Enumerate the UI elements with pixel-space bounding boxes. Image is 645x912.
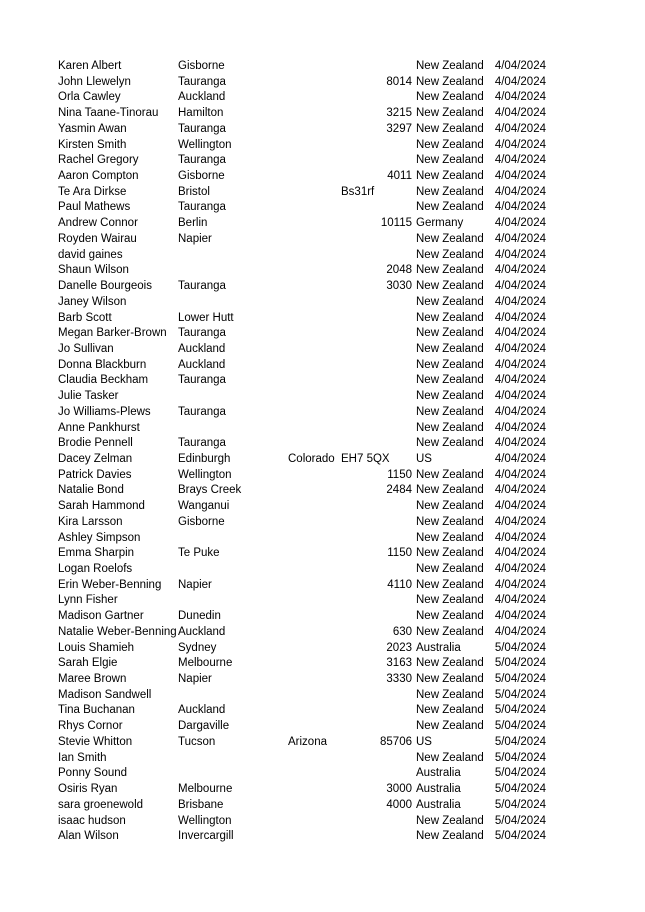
date-cell: 5/04/2024 [494,783,546,796]
date-cell: 4/04/2024 [494,468,546,481]
date-cell: 4/04/2024 [494,60,546,72]
date-cell: 4/04/2024 [494,452,546,465]
date-cell: 5/04/2024 [494,767,546,780]
postcode-cell: 2484 [386,484,412,497]
postcode-cell: 3000 [386,783,412,796]
name-cell: Paul Mathews [58,201,131,214]
name-cell: Alan Wilson [58,830,119,843]
state-cell: Arizona [288,735,327,748]
postcode-cell: 2048 [386,264,412,277]
date-cell: 5/04/2024 [494,720,546,733]
table-row [0,421,645,437]
country-cell: New Zealand [416,75,484,88]
country-cell: New Zealand [416,280,484,293]
name-cell: Aaron Compton [58,170,139,183]
city-cell: Tucson [178,735,216,748]
table-row [0,263,645,279]
city-cell: Tauranga [178,280,226,293]
city-cell: Napier [178,232,212,245]
table-row [0,405,645,421]
country-cell: New Zealand [416,531,484,544]
date-cell: 4/04/2024 [494,154,546,167]
date-cell: 5/04/2024 [494,657,546,670]
date-cell: 4/04/2024 [494,107,546,120]
date-cell: 4/04/2024 [494,547,546,560]
city-cell: Wanganui [178,500,230,513]
name-cell: Nina Taane-Tinorau [58,107,159,120]
name-cell: Ian Smith [58,751,107,764]
table-row [0,232,645,248]
city-cell: Tauranga [178,201,226,214]
table-row [0,656,645,672]
name-cell: Barb Scott [58,311,112,324]
city-cell: Dunedin [178,610,221,623]
date-cell: 4/04/2024 [494,484,546,497]
table-row [0,122,645,138]
country-cell: New Zealand [416,327,484,340]
country-cell: US [416,735,432,748]
country-cell: Australia [416,798,461,811]
country-cell: New Zealand [416,421,484,434]
country-cell: New Zealand [416,830,484,843]
date-cell: 4/04/2024 [494,311,546,324]
postcode-cell: 3030 [386,280,412,293]
city-cell: Wellington [178,138,232,151]
table-row [0,672,645,688]
postcode-cell: 630 [392,625,412,638]
date-cell: 4/04/2024 [494,248,546,261]
country-cell: New Zealand [416,610,484,623]
table-row [0,468,645,484]
name-cell: Julie Tasker [58,390,119,403]
table-row [0,531,645,547]
city-cell: Napier [178,578,212,591]
table-row [0,641,645,657]
table-row [0,248,645,264]
table-row [0,782,645,798]
city-cell: Tauranga [178,154,226,167]
name-cell: Sarah Elgie [58,657,118,670]
table-row [0,169,645,185]
date-cell: 4/04/2024 [494,185,546,198]
date-cell: 5/04/2024 [494,830,546,843]
postcode-cell: 4000 [386,798,412,811]
table-row [0,483,645,499]
country-cell: New Zealand [416,814,484,827]
date-cell: 4/04/2024 [494,295,546,308]
city-cell: Auckland [178,704,226,717]
date-cell: 4/04/2024 [494,264,546,277]
country-cell: New Zealand [416,358,484,371]
table-row [0,436,645,452]
country-cell: New Zealand [416,405,484,418]
table-row [0,138,645,154]
city-cell: Gisborne [178,60,225,72]
name-cell: Jo Williams-Plews [58,405,151,418]
postcode-cell: 3163 [386,657,412,670]
date-cell: 5/04/2024 [494,641,546,654]
city-cell: Tauranga [178,405,226,418]
country-cell: New Zealand [416,688,484,701]
country-cell: New Zealand [416,720,484,733]
country-cell: New Zealand [416,107,484,120]
country-cell: New Zealand [416,185,484,198]
date-cell: 4/04/2024 [494,578,546,591]
table-row [0,751,645,767]
country-cell: New Zealand [416,578,484,591]
city-cell: Brisbane [178,798,224,811]
state-cell: Colorado [288,452,335,465]
postcode-cell: Bs31rf [341,185,375,198]
table-row [0,75,645,91]
date-cell: 4/04/2024 [494,563,546,575]
date-cell: 4/04/2024 [494,232,546,245]
city-cell: Dargaville [178,720,230,733]
date-cell: 4/04/2024 [494,358,546,371]
country-cell: New Zealand [416,264,484,277]
name-cell: Janey Wilson [58,295,127,308]
country-cell: New Zealand [416,295,484,308]
table-row [0,216,645,232]
name-cell: Jo Sullivan [58,342,114,355]
date-cell: 4/04/2024 [494,138,546,151]
table-row [0,185,645,201]
postcode-cell: 3215 [386,107,412,120]
name-cell: Orla Cawley [58,91,121,104]
city-cell: Bristol [178,185,210,198]
city-cell: Tauranga [178,327,226,340]
date-cell: 4/04/2024 [494,531,546,544]
name-cell: Te Ara Dirkse [58,185,127,198]
country-cell: New Zealand [416,154,484,167]
name-cell: Claudia Beckham [58,374,149,387]
name-cell: sara groenewold [58,798,144,811]
postcode-cell: 2023 [386,641,412,654]
date-cell: 4/04/2024 [494,405,546,418]
country-cell: New Zealand [416,342,484,355]
postcode-cell: 4011 [387,170,412,183]
postcode-cell: 10115 [380,217,412,230]
date-cell: 4/04/2024 [494,280,546,293]
city-cell: Invercargill [178,830,234,843]
name-cell: Madison Sandwell [58,688,152,701]
name-cell: Kirsten Smith [58,138,127,151]
postcode-cell: EH7 5QX [341,452,390,465]
table-row [0,625,645,641]
country-cell: New Zealand [416,374,484,387]
name-cell: Patrick Davies [58,468,132,481]
table-row [0,814,645,830]
date-cell: 5/04/2024 [494,814,546,827]
city-cell: Auckland [178,342,226,355]
table-row [0,279,645,295]
postcode-cell: 3297 [386,122,412,135]
table-row [0,295,645,311]
table-row [0,373,645,389]
date-cell: 5/04/2024 [494,673,546,686]
date-cell: 4/04/2024 [494,91,546,104]
name-cell: Ponny Sound [58,767,128,780]
name-cell: Louis Shamieh [58,641,135,654]
name-cell: Maree Brown [58,673,127,686]
name-cell: Royden Wairau [58,232,137,245]
country-cell: New Zealand [416,311,484,324]
name-cell: Brodie Pennell [58,437,133,450]
city-cell: Brays Creek [178,484,242,497]
date-cell: 4/04/2024 [494,75,546,88]
country-cell: US [416,452,432,465]
table-row [0,719,645,735]
country-cell: New Zealand [416,515,484,528]
table-row [0,562,645,578]
date-cell: 4/04/2024 [494,500,546,513]
table-row [0,688,645,704]
name-cell: Shaun Wilson [58,264,129,277]
postcode-cell: 1150 [387,547,412,560]
country-cell: New Zealand [416,138,484,151]
country-cell: New Zealand [416,390,484,403]
name-cell: isaac hudson [58,814,126,827]
country-cell: New Zealand [416,625,484,638]
date-cell: 4/04/2024 [494,625,546,638]
table-row [0,499,645,515]
name-cell: Rhys Cornor [58,720,123,733]
city-cell: Auckland [178,358,226,371]
city-cell: Berlin [178,217,208,230]
date-cell: 5/04/2024 [494,751,546,764]
date-cell: 4/04/2024 [494,342,546,355]
country-cell: New Zealand [416,547,484,560]
city-cell: Edinburgh [178,452,231,465]
country-cell: New Zealand [416,500,484,513]
table-row [0,798,645,814]
city-cell: Melbourne [178,783,233,796]
name-cell: Natalie Bond [58,484,124,497]
country-cell: New Zealand [416,437,484,450]
table-row [0,578,645,594]
date-cell: 5/04/2024 [494,735,546,748]
name-cell: Kira Larsson [58,515,123,528]
country-cell: New Zealand [416,122,484,135]
country-cell: Australia [416,641,461,654]
name-cell: Tina Buchanan [58,704,135,717]
name-cell: david gaines [58,248,123,261]
country-cell: New Zealand [416,201,484,214]
city-cell: Auckland [178,625,226,638]
city-cell: Auckland [178,91,226,104]
country-cell: New Zealand [416,484,484,497]
date-cell: 4/04/2024 [494,374,546,387]
country-cell: Germany [416,217,464,230]
date-cell: 4/04/2024 [494,437,546,450]
country-cell: Australia [416,783,461,796]
country-cell: New Zealand [416,248,484,261]
name-cell: Osiris Ryan [58,783,118,796]
country-cell: New Zealand [416,170,484,183]
city-cell: Tauranga [178,122,226,135]
name-cell: Andrew Connor [58,217,138,230]
date-cell: 4/04/2024 [494,610,546,623]
table-row [0,593,645,609]
city-cell: Hamilton [178,107,224,120]
city-cell: Wellington [178,468,232,481]
country-cell: New Zealand [416,704,484,717]
name-cell: Karen Albert [58,60,122,72]
name-cell: Megan Barker-Brown [58,327,167,340]
date-cell: 4/04/2024 [494,390,546,403]
name-cell: Natalie Weber-Benning [58,625,177,638]
table-row [0,452,645,468]
country-cell: New Zealand [416,563,484,575]
city-cell: Napier [178,673,212,686]
table-row [0,389,645,405]
date-cell: 5/04/2024 [494,688,546,701]
table-row [0,59,645,75]
table-row [0,703,645,719]
postcode-cell: 1150 [387,468,412,481]
table-row [0,609,645,625]
date-cell: 4/04/2024 [494,201,546,214]
date-cell: 4/04/2024 [494,421,546,434]
spreadsheet-table [0,59,645,845]
name-cell: Lynn Fisher [58,594,118,607]
date-cell: 5/04/2024 [494,798,546,811]
name-cell: Yasmin Awan [58,122,127,135]
table-row [0,515,645,531]
date-cell: 4/04/2024 [494,217,546,230]
postcode-cell: 3330 [386,673,412,686]
date-cell: 4/04/2024 [494,515,546,528]
country-cell: New Zealand [416,60,484,72]
country-cell: Australia [416,767,461,780]
table-row [0,200,645,216]
name-cell: Logan Roelofs [58,563,133,575]
country-cell: New Zealand [416,232,484,245]
date-cell: 4/04/2024 [494,170,546,183]
postcode-cell: 85706 [380,735,412,748]
date-cell: 4/04/2024 [494,122,546,135]
table-row [0,326,645,342]
name-cell: Donna Blackburn [58,358,147,371]
city-cell: Gisborne [178,515,225,528]
city-cell: Wellington [178,814,232,827]
name-cell: Stevie Whitton [58,735,133,748]
date-cell: 5/04/2024 [494,704,546,717]
name-cell: Dacey Zelman [58,452,133,465]
city-cell: Tauranga [178,437,226,450]
city-cell: Tauranga [178,374,226,387]
postcode-cell: 4110 [387,578,412,591]
name-cell: Sarah Hammond [58,500,145,513]
country-cell: New Zealand [416,594,484,607]
table-row [0,546,645,562]
city-cell: Sydney [178,641,217,654]
city-cell: Lower Hutt [178,311,234,324]
name-cell: Madison Gartner [58,610,144,623]
country-cell: New Zealand [416,657,484,670]
table-row [0,153,645,169]
city-cell: Tauranga [178,75,226,88]
name-cell: Erin Weber-Benning [58,578,162,591]
name-cell: Emma Sharpin [58,547,135,560]
country-cell: New Zealand [416,673,484,686]
table-row [0,358,645,374]
table-row [0,342,645,358]
city-cell: Melbourne [178,657,233,670]
table-row [0,106,645,122]
country-cell: New Zealand [416,91,484,104]
name-cell: John Llewelyn [58,75,131,88]
name-cell: Danelle Bourgeois [58,280,152,293]
table-row [0,735,645,751]
name-cell: Rachel Gregory [58,154,139,167]
table-row [0,829,645,845]
country-cell: New Zealand [416,751,484,764]
city-cell: Gisborne [178,170,225,183]
name-cell: Anne Pankhurst [58,421,140,434]
date-cell: 4/04/2024 [494,594,546,607]
table-row [0,90,645,106]
city-cell: Te Puke [178,547,220,560]
name-cell: Ashley Simpson [58,531,141,544]
country-cell: New Zealand [416,468,484,481]
table-row [0,311,645,327]
table-row [0,766,645,782]
postcode-cell: 8014 [386,75,412,88]
date-cell: 4/04/2024 [494,327,546,340]
